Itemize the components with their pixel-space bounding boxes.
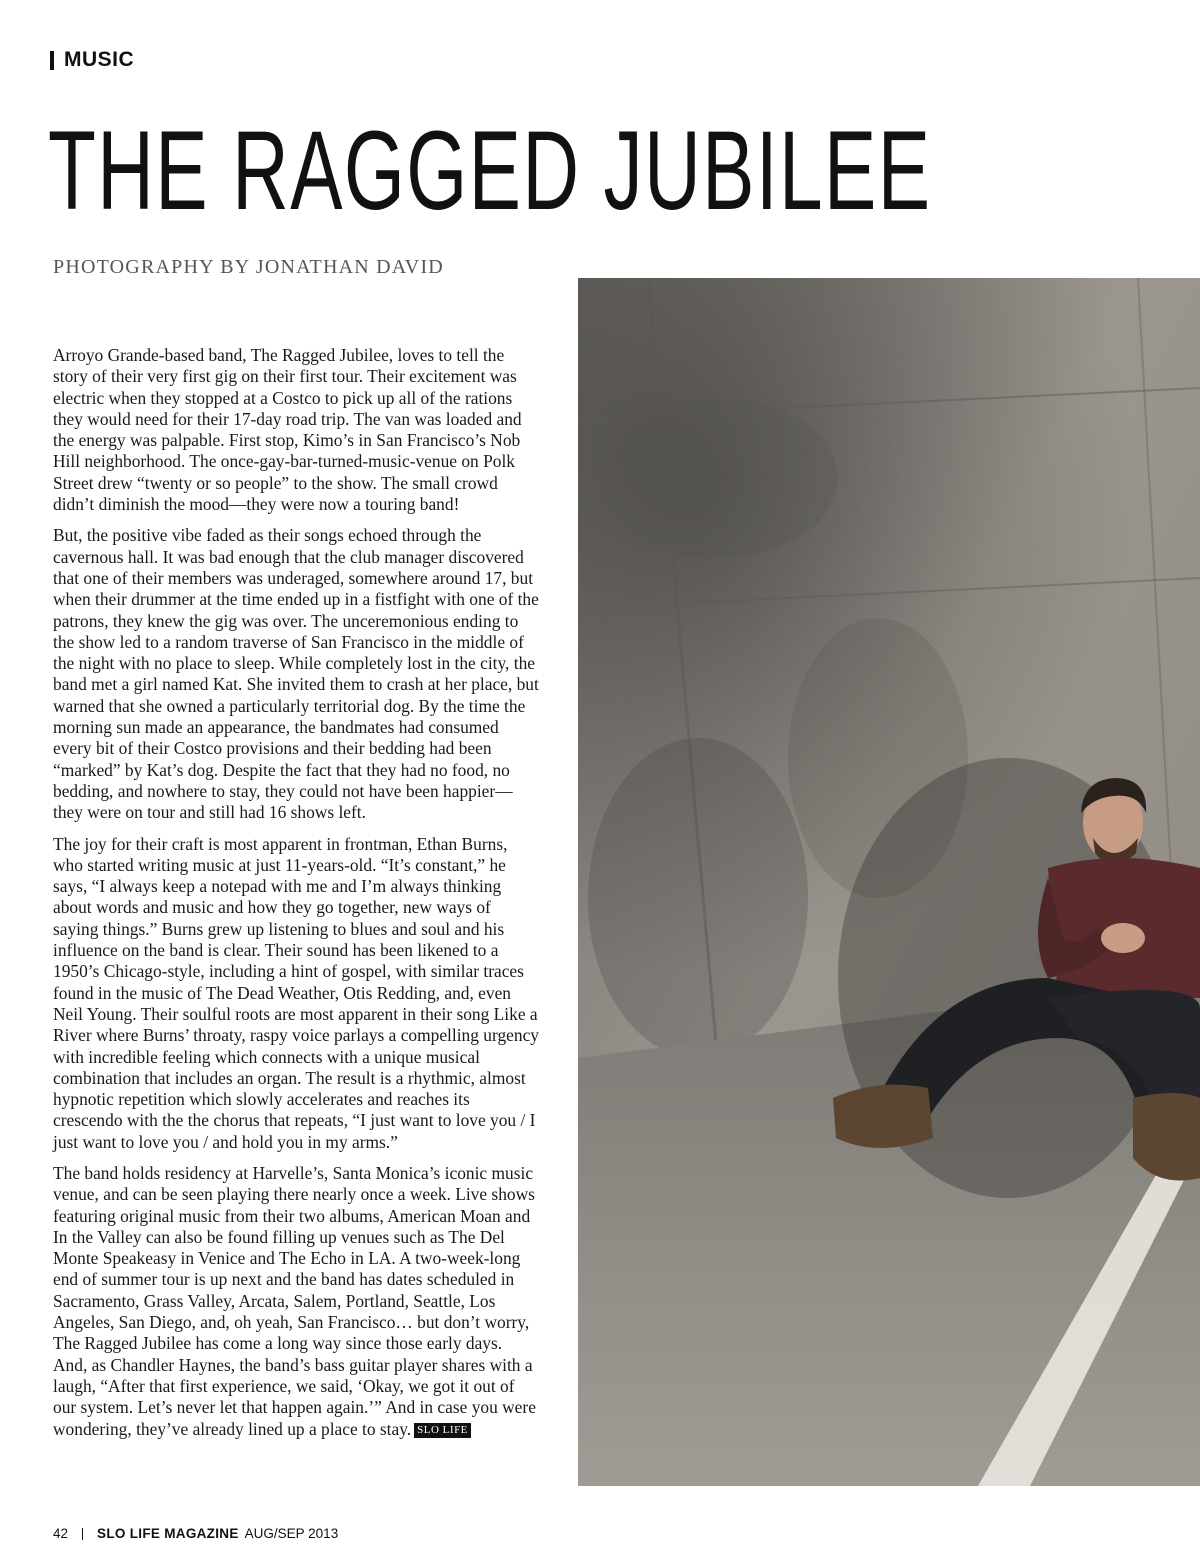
page-number: 42 [53, 1526, 69, 1541]
magazine-name: SLO LIFE MAGAZINE [97, 1526, 239, 1541]
section-label [50, 48, 134, 72]
page-footer [53, 1526, 338, 1541]
left-boot [833, 1085, 933, 1148]
photo-credit: PHOTOGRAPHY BY JONATHAN DAVID [53, 256, 444, 278]
issue-date: AUG/SEP 2013 [244, 1526, 339, 1541]
feature-photo [578, 278, 1200, 1486]
article-paragraph: But, the positive vibe faded as their songs echoed through the cavernous hall. It was bad enough that the club manager discovered that one of their members was underaged, somewhere around 17, but when their drummer at the time ended up in a fistfight with one of the patrons, they knew the gig was over. The unceremonious ending to the show led to a random traverse of San Francisco in the middle of the night with no place to sleep. While completely lost in the city, the band met a girl named Kat. She invited them to crash at her place, but warned that she owned a particularly territorial dog. By the time the morning sun made an appearance, the bandmates had consumed every bit of their Costco provisions and their bedding had been “marked” by Kat’s dog. Despite the fact that they had no food, no bedding, and nowhere to stay, they could not have been happier—they were on tour and still had 16 shows left. [53, 525, 539, 823]
article-body [53, 345, 539, 1450]
article-paragraph-text: The band holds residency at Harvelle’s, Santa Monica’s iconic music venue, and can be seen playing there nearly once a week. Live shows featuring original music from their two albums, American Moan and In the Valley can also be found filling up venues such as The Del Monte Speakeasy in Venice and The Echo in LA. A two-week-long end of summer tour is up next and the band has dates scheduled in Sacramento, Grass Valley, Arcata, Salem, Portland, Seattle, Los Angeles, San Diego, and, oh yeah, San Francisco… but don’t worry, The Ragged Jubilee has come a long way since those early days. And, as Chandler Haynes, the band’s bass guitar player shares with a laugh, “After that first experience, we said, ‘Okay, we got it out of our system. Let’s never let that happen again.’” And in case you were wondering, they’ve already lined up a place to stay. [53, 1162, 536, 1439]
article-paragraph: The joy for their craft is most apparent in frontman, Ethan Burns, who started writing music at just 11-years-old. “It’s constant,” he says, “I always keep a notepad with me and I’m always thinking about words and music and how they go together, new ways of saying things.” Burns grew up listening to blues and soul and his influence on the band is clear. Their sound has been likened to a 1950’s Chicago-style, including a hint of gospel, with similar traces found in the music of The Dead Weather, Otis Redding, and, even Neil Young. Their soulful roots are most apparent in their song Like a River where Burns’ throaty, raspy voice parlays a compelling urgency with incredible feeling which connects with a unique musical combination that includes an organ. The result is a rhythmic, almost hypnotic repetition which slowly accelerates and reaches its crescendo with the the chorus that repeats, “I just want to love you / I just want to love you / and hold you in my arms.” [53, 833, 539, 1152]
right-boot [1133, 1093, 1200, 1181]
article-paragraph: Arroyo Grande-based band, The Ragged Jubilee, loves to tell the story of their very first gig on their first tour. Their excitement was electric when they stopped at a Costco to pick up all of the rations they would need for their 17-day road trip. The van was loaded and the energy was palpable. First stop, Kimo’s in San Francisco’s Nob Hill neighborhood. The once-gay-bar-turned-music-venue on Polk Street drew “twenty or so people” to the show. The small crowd didn’t diminish the mood—they were now a touring band! [53, 345, 522, 515]
section-divider [50, 51, 54, 70]
article-paragraph [53, 1163, 539, 1440]
section-name: MUSIC [64, 48, 135, 71]
end-mark-badge: SLO LIFE [414, 1423, 471, 1438]
article-title: THE RAGGED JUBILEE [48, 108, 932, 233]
photo-illustration [578, 278, 1200, 1486]
footer-divider [82, 1528, 83, 1540]
